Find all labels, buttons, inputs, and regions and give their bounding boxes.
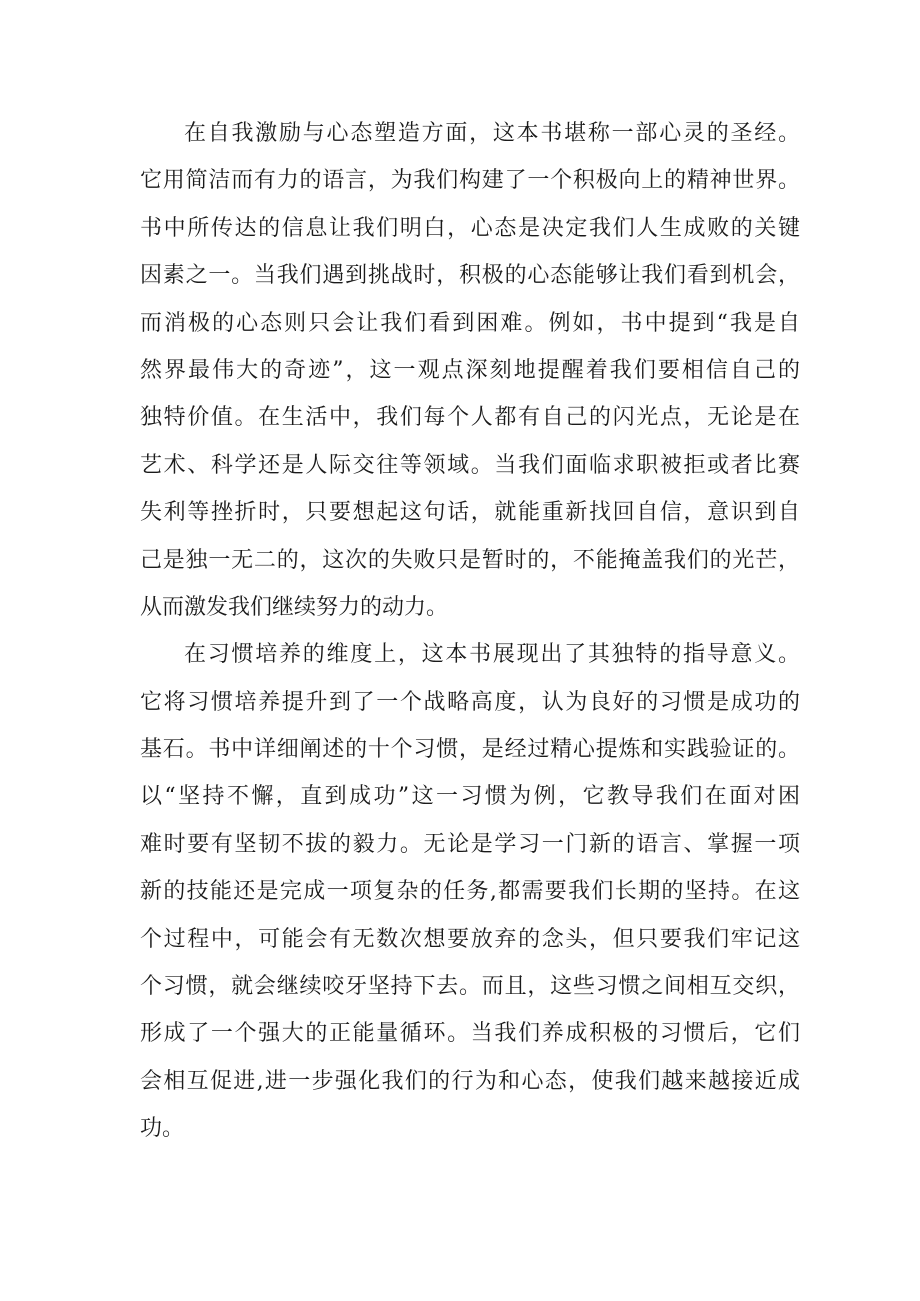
text-line: 难时要有坚韧不拔的毅力。无论是学习一门新的语言、掌握一项 (140, 831, 800, 857)
text-line: 会相互促进,进一步强化我们的行为和心态，使我们越来越接近成 (140, 1068, 800, 1094)
text-line: 新的技能还是完成一项复杂的任务,都需要我们长期的坚持。在这 (140, 879, 800, 905)
text-line: 独特价值。在生活中，我们每个人都有自己的闪光点，无论是在 (140, 405, 800, 431)
text-line: 以“坚持不懈，直到成功”这一习惯为例，它教导我们在面对困 (140, 784, 800, 810)
text-line: 个过程中，可能会有无数次想要放弃的念头，但只要我们牢记这 (140, 926, 800, 952)
text-line: 艺术、科学还是人际交往等领域。当我们面临求职被拒或者比赛 (140, 452, 800, 478)
text-line: 而消极的心态则只会让我们看到困难。例如，书中提到“我是自 (140, 310, 800, 336)
text-line: 书中所传达的信息让我们明白，心态是决定我们人生成败的关键 (140, 215, 800, 241)
text-line: 己是独一无二的，这次的失败只是暂时的，不能掩盖我们的光芒， (140, 547, 800, 573)
text-line: 功。 (140, 1116, 185, 1142)
text-line: 它将习惯培养提升到了一个战略高度，认为良好的习惯是成功的 (140, 689, 800, 715)
paragraph-2 (140, 631, 800, 1152)
text-line: 失利等挫折时，只要想起这句话，就能重新找回自信，意识到自 (140, 500, 800, 526)
text-line: 形成了一个强大的正能量循环。当我们养成积极的习惯后，它们 (140, 1021, 800, 1047)
text-line: 因素之一。当我们遇到挑战时，积极的心态能够让我们看到机会， (140, 263, 800, 289)
text-line: 在自我激励与心态塑造方面，这本书堪称一部心灵的圣经。 (184, 121, 800, 146)
text-line: 它用简洁而有力的语言，为我们构建了一个积极向上的精神世界。 (140, 168, 800, 194)
text-line: 然界最伟大的奇迹”，这一观点深刻地提醒着我们要相信自己的 (140, 357, 800, 383)
text-line: 基石。书中详细阐述的十个习惯，是经过精心提炼和实践验证的。 (140, 737, 800, 763)
text-line: 个习惯，就会继续咬牙坚持下去。而且，这些习惯之间相互交织， (140, 974, 800, 1000)
text-line: 从而激发我们继续努力的动力。 (140, 594, 449, 620)
paragraph-1 (140, 110, 800, 631)
text-line: 在习惯培养的维度上，这本书展现出了其独特的指导意义。 (184, 642, 800, 668)
document-body (140, 110, 800, 1153)
